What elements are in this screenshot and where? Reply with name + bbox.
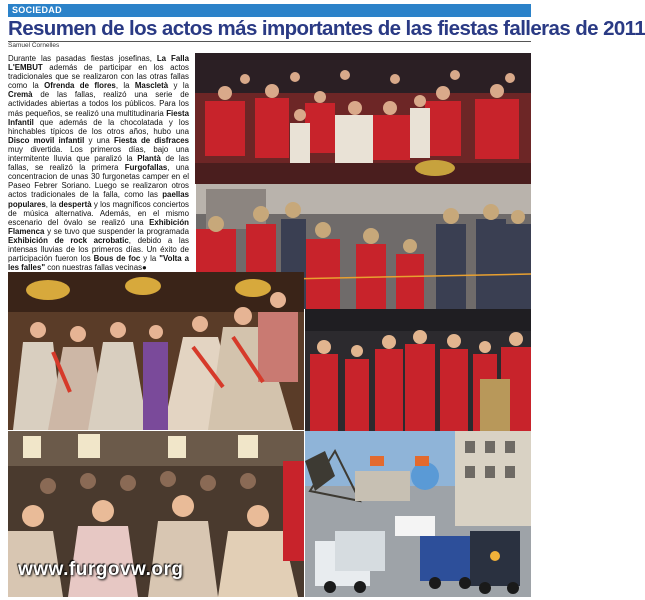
article-body [8, 54, 189, 276]
body-bold-run: paellas populares [8, 190, 189, 209]
body-bold-run: La Falla L'EMBUT [8, 54, 189, 73]
body-text-run: y una [84, 135, 114, 145]
photo-group-falleros [195, 53, 531, 184]
author-byline: Samuel Cornelles [8, 42, 60, 49]
body-bold-run: Disco movil infantil [8, 135, 85, 145]
photo-masclet\u00e0-group [305, 309, 531, 431]
site-watermark: www.furgovw.org [18, 559, 184, 580]
body-text-run: que además de la chocolatada y los hinchables típicos de los otros años, hubo una [8, 117, 189, 136]
body-text-run: muy divertida. Los primeros días, bajo una intermitente lluvia que paralizó la [8, 144, 189, 164]
body-bold-run: Plantà [137, 154, 161, 164]
body-text-run: y la [140, 254, 160, 264]
body-bold-run: "Volta a les falles" [8, 254, 190, 273]
body-bold-run: Cremà [8, 90, 33, 100]
body-bold-run: Ofrenda de flores [44, 81, 116, 91]
body-bold-run: Bous de foc [93, 254, 141, 264]
article-headline: Resumen de los actos más importantes de las fiestas falleras de 2011 [8, 17, 645, 40]
photo-furgofallas-vans [305, 431, 531, 597]
body-bold-run: Exhibición de rock acrobatic [8, 235, 129, 245]
photo-falleras-gowns [8, 272, 304, 430]
headline-rule [8, 41, 531, 42]
body-text-run: Durante las pasadas fiestas josefinas, [8, 54, 157, 63]
body-bold-run: despertà [58, 199, 92, 209]
body-bold-run: Mascletà [134, 81, 169, 91]
body-text-run: de las fallas, se realizó la primera [8, 154, 189, 173]
body-bold-run: Fiesta de disfraces [113, 135, 190, 145]
body-text-run: con nuestras fallas vecinas● [45, 263, 147, 273]
body-bold-run: Furgofallas [124, 163, 168, 173]
body-bold-run: Exhibición Flamenca [8, 217, 189, 236]
body-text-run: y se tuvo que suspender la programada [44, 226, 189, 236]
body-bold-run: Fiesta Infantil [8, 108, 189, 127]
body-text-run: además de participar en los actos tradicionales que se realizaron con las otras fallas como la [8, 63, 189, 91]
body-text-run: , la [45, 199, 59, 209]
body-text-run: , una concentracion de unas 30 furgonetas camper en el Paseo Febrer Soriano. Luego se realizaron otros actos tradicionales de la falla, como las [8, 163, 189, 200]
body-text-run: de las fallas, realizó una serie de actividades abiertas a todos los públicos. Para los más pequeños, se realizó una multitudinaria [8, 90, 189, 118]
body-text-run: , la [115, 81, 135, 91]
section-label: SOCIEDAD [12, 5, 62, 15]
body-text-run: , debido a las intensas lluvias de los primeros días. Un éxito de participación fueron los [8, 235, 189, 264]
body-text-run: y la [168, 81, 189, 91]
body-text-run: y los magníficos conciertos de música alternativa. Además, en el mismo escenario del óvalo se realizó una [8, 199, 190, 227]
